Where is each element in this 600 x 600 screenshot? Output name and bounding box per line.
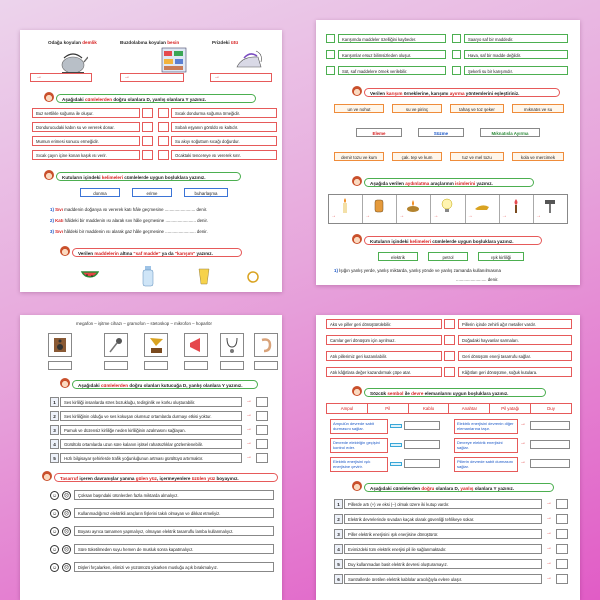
- arrow-icon: →: [546, 500, 552, 506]
- answer-box-row-2[interactable]: [556, 514, 568, 524]
- statement-row-4: Gürültülü ortamlarda uzun süre kalanın işitsel rahatsızlıklar gözlemlenebilir.: [60, 439, 242, 449]
- girl-mascot-icon: [44, 92, 54, 102]
- statement-right-3: Su akıyı soğuttum sıcağı doğurdur.: [171, 136, 277, 146]
- check-box[interactable]: [326, 50, 335, 59]
- instruction-banner-true-false: Aşağıdaki cümlelerden doğru olanlara D, yanlış olanlara Y yazınız.: [364, 483, 554, 492]
- pic-label-iron: Prizdeki ütü: [212, 40, 239, 45]
- microphone-picture: [104, 333, 128, 357]
- row-number: 6: [334, 574, 343, 584]
- girl-mascot-icon: [352, 234, 362, 244]
- answer-left-4[interactable]: [142, 150, 153, 160]
- bottle-icon: [140, 264, 156, 288]
- arrow-icon: →: [520, 421, 526, 427]
- statement-right-4: Ocaktaki tencereye ısı vererek sırır.: [171, 150, 277, 160]
- hearing-aid-picture: [254, 333, 278, 357]
- saving-row-2: Kullanmadığımız elektrikli araçların fişlerini takılı olmayan ve dikkat etmeliyiz.: [74, 508, 274, 518]
- circuit-desc-right-3: Pillerin devrede sabit durmasını sağlar.: [454, 457, 518, 472]
- arrow-icon: →: [124, 74, 130, 80]
- sentence-light-pollution: 1) İşığın yanlış yerde, yanlış miktarda, yanlış yönde ve yanlış zamanda kullanılmasına: [334, 268, 501, 273]
- row-number: 4: [334, 544, 343, 554]
- answer-box-row-5[interactable]: [256, 453, 268, 463]
- smiley-face-icon[interactable]: ☺: [51, 529, 58, 535]
- top-statement-4b: Kâğıtları geri dönüşüme, soğuk kutulara.: [458, 367, 572, 377]
- mixture-chip-7[interactable]: tuz ve mel tozu: [450, 152, 504, 161]
- row-number: 3: [334, 529, 343, 539]
- answer-box-row-5[interactable]: [556, 559, 568, 569]
- megaphone-icon: [187, 336, 205, 354]
- arrow-icon: →: [246, 454, 252, 460]
- check-box[interactable]: [326, 34, 335, 43]
- method-suzme[interactable]: Süzme: [418, 128, 464, 137]
- col-head-duy: Duy: [547, 406, 555, 411]
- answer-box-right-1[interactable]: [530, 421, 570, 430]
- top-statement-1b: Pillerin içinde zehirli ağır metaller vardır.: [458, 319, 572, 329]
- smiley-face-icon[interactable]: ☺: [51, 565, 58, 571]
- saving-row-5: Dişleri fırçalarken, elimizi ve yüzümüzü yıkarken musluğu açık bırakmalıyız.: [74, 562, 274, 572]
- row-number: 2: [334, 514, 343, 524]
- arrow-icon: →: [36, 74, 42, 80]
- answer-box-pic-5[interactable]: [220, 361, 244, 370]
- refrigerator-icon: [160, 46, 188, 74]
- statement-row-5: Hızlı bilgisayar şehirlerde trafik yoğunluğunun artması gürültüyü artırmaktır.: [60, 453, 242, 463]
- arrow-icon: →: [546, 530, 552, 536]
- word-chip-elektrik: elektrik: [378, 252, 418, 261]
- answer-box-right-3[interactable]: [530, 459, 570, 468]
- check-box[interactable]: [452, 66, 461, 75]
- pic-label-kettle: Odağa koyulan demlik: [48, 40, 97, 45]
- lighting-tools-strip: [328, 194, 568, 224]
- sentence-1: 1) Sıvı maddenin doğanya ısı vererek katı hâle geçmesine ......................... denir.: [50, 207, 208, 212]
- oil-lamp-icon: [404, 197, 422, 215]
- check-statement-left-3: Süt, saf maddelere örnek verilebilir.: [338, 66, 446, 75]
- girl-mascot-icon: [60, 378, 70, 388]
- col-head-anahtar: Anahtar: [449, 404, 490, 413]
- arrow-icon: →: [535, 213, 541, 219]
- statement-row-1: Ses kirliliği insanlarda stres bozukluğu, tedirginlik ve korku oluşturabilir.: [60, 397, 242, 407]
- arrow-icon: [390, 443, 402, 447]
- arrow-icon: →: [467, 213, 473, 219]
- arrow-icon: →: [246, 426, 252, 432]
- mixture-chip-3[interactable]: tahaş ve toz şeker: [450, 104, 504, 113]
- statement-row-3: Piller elektrik enerjisini ışık enerjisine dönüştürür.: [344, 529, 542, 539]
- juice-glass-icon: [196, 266, 212, 286]
- answer-box-left-2[interactable]: [404, 440, 440, 449]
- girl-mascot-icon: [60, 246, 70, 256]
- word-chip-buharlasma: buharlaşma: [184, 188, 228, 197]
- check-statement-right-2: Hava, saf bir madde değildir.: [464, 50, 568, 59]
- statement-right-2: Sobalı eşyanın görüldü ısı kaltıdır.: [171, 122, 277, 132]
- circuit-desc-right-2: Devreye elektrik enerjisini sağlar.: [454, 438, 518, 453]
- answer-box-left-3[interactable]: [404, 459, 440, 468]
- answer-box-row-3[interactable]: [556, 529, 568, 539]
- smiley-face-icon[interactable]: ☺: [51, 547, 58, 553]
- answer-box-pic-1[interactable]: [48, 361, 72, 370]
- girl-mascot-icon: [352, 386, 362, 396]
- row-number: 1: [334, 499, 343, 509]
- answer-box-left-1[interactable]: [404, 421, 440, 430]
- street-lamp-icon: [541, 197, 559, 215]
- instruction-banner-circuit: Sözcük sembol ile devre elemanlarını uygun boşluklara yazınız.: [364, 388, 546, 397]
- check-statement-left-2: Karışımlar ersuz bilimsizleden oluşur.: [338, 50, 446, 59]
- hearing-aid-icon: [257, 336, 275, 354]
- arrow-icon: →: [331, 213, 336, 219]
- answer-box[interactable]: [444, 367, 455, 377]
- answer-box[interactable]: [444, 319, 455, 329]
- arrow-icon: →: [246, 398, 252, 404]
- circuit-desc-left-2: Devrede elektriğin geçişini kontrol eder.: [330, 438, 388, 453]
- iron-icon: [234, 48, 264, 72]
- arrow-icon: →: [546, 560, 552, 566]
- answer-box-row-6[interactable]: [556, 574, 568, 584]
- top-statement-3a: Atık pillerimiz geri kazanılabilir.: [326, 351, 442, 361]
- statement-row-2: Elektrik devrelerinde sıvadan kaçak olarak güvenliği tehlikeye sokar.: [344, 514, 542, 524]
- answer-left-1[interactable]: [142, 108, 153, 118]
- sentence-3: 3) Sıvı hâldeki bir maddenin ısı alarak gaz hâle geçmesine ......................... denir.: [50, 229, 208, 234]
- circuit-desc-left-1: Ampulün devrede sabit durmasını sağlar.: [330, 419, 388, 434]
- saving-row-3: Boyası ayrıca tamamen yapmalıyız, olmayan elektrik tasarruflu lamba kullanmalıyız.: [74, 526, 274, 536]
- row-number: 5: [334, 559, 343, 569]
- answer-right-1[interactable]: [158, 108, 169, 118]
- torch-icon: [507, 197, 525, 215]
- circuit-desc-right-1: Elektrik enerjisini devrenin diğer elemanlarına taşır.: [454, 419, 518, 434]
- worksheet-top-left: [20, 30, 282, 292]
- top-statement-2b: Doğadaki hayvanlar sarmaları.: [458, 335, 572, 345]
- sound-word-list: megafon – işitme cihazı – gramofon – stetoskop – mikrofon – hoparlör: [76, 321, 212, 326]
- sad-face-icon[interactable]: ☹: [63, 511, 70, 517]
- col-head-pil-yatagi: Pil yatağı: [490, 404, 531, 413]
- answer-left-2[interactable]: [142, 122, 153, 132]
- arrow-icon: →: [520, 440, 526, 446]
- answer-box-row-4[interactable]: [256, 439, 268, 449]
- arrow-icon: →: [501, 213, 507, 219]
- answer-box-pic-2[interactable]: [104, 361, 128, 370]
- answer-left-3[interactable]: [142, 136, 153, 146]
- statement-left-2: Dondurucudaki kabın su ve vererek donar.: [32, 122, 140, 132]
- answer-box-row-2[interactable]: [256, 411, 268, 421]
- answer-box-row-3[interactable]: [256, 425, 268, 435]
- instruction-banner-lighting: Aşağıda verilen aydınlatma araçlarının isimlerini yazınız.: [364, 178, 534, 187]
- answer-box[interactable]: [444, 335, 455, 345]
- mixture-chip-2[interactable]: su ve pirinç: [392, 104, 442, 113]
- row-number: 4: [50, 439, 59, 449]
- statement-row-5: Duy kullanmadan basit elektrik devresi oluşturamayız.: [344, 559, 542, 569]
- mixture-chip-1[interactable]: un ve nohut: [334, 104, 384, 113]
- answer-box-pic-4[interactable]: [184, 361, 208, 370]
- answer-box-row-4[interactable]: [556, 544, 568, 554]
- pic-label-food: Buzdolabına koyulan besin: [120, 40, 180, 45]
- arrow-icon: →: [246, 440, 252, 446]
- answer-box-row-1[interactable]: [556, 499, 568, 509]
- top-statement-1a: Akü ve piller geri dönüştürülebilir.: [326, 319, 442, 329]
- check-statement-right-3: Şekerli su bir karışımdır.: [464, 66, 568, 75]
- answer-right-4[interactable]: [158, 150, 169, 160]
- row-number: 2: [50, 411, 59, 421]
- row-number: 3: [50, 425, 59, 435]
- mixture-chip-4[interactable]: mıknatıs ve su: [512, 104, 564, 113]
- statement-row-4: Evimizdeki tüm elektrik enerjisi pil ile sağlanmaktadır.: [344, 544, 542, 554]
- row-number: 5: [50, 453, 59, 463]
- gold-ring-icon: [246, 268, 260, 284]
- sentence-2: 2) Katı hâldeki bir maddenin ısı alarak sıvı hâle geçmesine ......................... denir.: [50, 218, 208, 223]
- top-statement-4a: Atık kâğıtlara değer kazandırmak çöpe atar.: [326, 367, 442, 377]
- statement-left-1: Buz sertlikle soğuma ile oluşur.: [32, 108, 140, 118]
- instruction-banner-fill-blanks-2: Kutuların içindeki kelimeleri cümlelerde uygun boşluklara yazınız.: [364, 236, 542, 245]
- col-head-ampul: Ampul: [327, 404, 368, 413]
- smiley-face-icon[interactable]: ☺: [51, 493, 58, 499]
- word-chip-isik-kirliligi: ışık kirliliği: [478, 252, 524, 261]
- answer-right-2[interactable]: [158, 122, 169, 132]
- gramophone-icon: [147, 336, 165, 354]
- girl-mascot-icon: [352, 481, 362, 491]
- girl-mascot-icon: [42, 471, 52, 481]
- word-chip-erime: erime: [132, 188, 172, 197]
- worksheet-bottom-right: [316, 315, 580, 600]
- gramophone-picture: [144, 333, 168, 357]
- mixture-chip-8[interactable]: kola ve mercimek: [512, 152, 564, 161]
- sentence-light-pollution-tail: ......................... denir.: [456, 277, 499, 282]
- worksheet-top-right: [316, 20, 580, 285]
- arrow-icon: →: [433, 213, 439, 219]
- saving-row-1: Çoksan başındaki ürünlerden fazla miktarda almalıyız.: [74, 490, 274, 500]
- word-chip-donma: donma: [80, 188, 120, 197]
- instruction-banner-matching: Verilen karışım örneklerine, karışımı ayırma yöntemlerini eşleştiriniz.: [364, 88, 560, 97]
- instruction-banner-true-false: Aşağıdaki cümlelerden doğru olanları kutucuğa D, yanlış olanlara Y yazınız.: [72, 380, 258, 389]
- smiley-face-icon[interactable]: ☺: [51, 511, 58, 517]
- candle-icon: [336, 197, 354, 215]
- stethoscope-picture: [220, 333, 244, 357]
- arrow-icon: →: [399, 213, 405, 219]
- arrow-icon: →: [520, 459, 526, 465]
- sad-face-icon[interactable]: ☹: [63, 529, 70, 535]
- instruction-banner-saving: Tasarruf içeren davranışlar yanına gülen yüz, içermeyenlere üzülen yüz boyayınız.: [54, 473, 278, 482]
- arrow-icon: →: [214, 74, 220, 80]
- girl-mascot-icon: [352, 86, 362, 96]
- worksheet-bottom-left: [20, 315, 282, 600]
- statement-row-6: Santrallerde üretilen elektrik kablolar aracılığıyla evlere ulaşır.: [344, 574, 542, 584]
- statement-row-2: Ses kirliliğinin olduğu ve ses kokuşan olumsuz ortamlarda durmayı etkisi yoktur.: [60, 411, 242, 421]
- arrow-icon: →: [546, 575, 552, 581]
- statement-left-4: Sıcak çayın içine konan kaşık ısı verir.: [32, 150, 140, 160]
- answer-box-right-2[interactable]: [530, 440, 570, 449]
- check-box[interactable]: [452, 50, 461, 59]
- col-head-kablo: Kablo: [409, 404, 450, 413]
- stethoscope-icon: [223, 336, 241, 354]
- statement-row-3: Pamuk ve düzensiz kirliliğe neden kirliliğinin azalmasını sağlayan.: [60, 425, 242, 435]
- check-statement-left-1: Karışımda maddeler özelliğini kaybeder.: [338, 34, 446, 43]
- mixture-chip-5[interactable]: demir tozu ve kum: [334, 152, 384, 161]
- mixture-chip-6[interactable]: çak. tep ve kum: [392, 152, 442, 161]
- statement-row-1: Pillerde artı (+) ve eksi (–) olmak üzere iki kutup vardır.: [344, 499, 542, 509]
- col-head-pil: Pil: [368, 404, 409, 413]
- answer-box-pic-3[interactable]: [144, 361, 168, 370]
- speaker-icon: [51, 336, 69, 354]
- instruction-banner-true-false: Aşağıdaki cümlelerden doğru olanlara D, yanlış olanlara Y yazınız.: [56, 94, 256, 103]
- word-chip-petrol: petrol: [428, 252, 468, 261]
- check-box[interactable]: [326, 66, 335, 75]
- sad-face-icon[interactable]: ☹: [63, 547, 70, 553]
- arrow-icon: →: [365, 213, 371, 219]
- light-bulb-icon: [438, 197, 456, 215]
- check-statement-right-1: Saaryo saf bir maddedir.: [464, 34, 568, 43]
- top-statement-2a: Camlar geri dönüşüm için ayrılmaz.: [326, 335, 442, 345]
- sad-face-icon[interactable]: ☹: [63, 565, 70, 571]
- statement-right-1: Sıcak dondurma soğuma örneğidir.: [171, 108, 277, 118]
- sad-face-icon[interactable]: ☹: [63, 493, 70, 499]
- magic-lamp-icon: [473, 197, 491, 215]
- method-eleme[interactable]: Eleme: [356, 128, 402, 137]
- speaker-picture: [48, 333, 72, 357]
- arrow-icon: →: [546, 545, 552, 551]
- microphone-icon: [107, 336, 125, 354]
- watermelon-icon: [80, 266, 100, 286]
- instruction-banner-fill-blanks: Kutuların içindeki kelimeleri cümlelerde uygun boşluklara yazınız.: [56, 172, 241, 181]
- row-number: 1: [50, 397, 59, 407]
- girl-mascot-icon: [352, 176, 362, 186]
- girl-mascot-icon: [44, 170, 54, 180]
- instruction-banner-substance: Verilen maddelerin altına "saf madde" ya da "karışım" yazınız.: [72, 248, 242, 257]
- answer-box-row-1[interactable]: [256, 397, 268, 407]
- arrow-icon: [390, 462, 402, 466]
- arrow-icon: [390, 424, 402, 428]
- check-box[interactable]: [452, 34, 461, 43]
- answer-box-pic-6[interactable]: [254, 361, 278, 370]
- saving-row-4: Süre tüketilmeden suyu hemen de musluk sonra kapatmalıyız.: [74, 544, 274, 554]
- answer-box[interactable]: [444, 351, 455, 361]
- lantern-icon: [370, 197, 388, 215]
- top-statement-3b: Geri dönüşüm enerji tasarrufu sağlar.: [458, 351, 572, 361]
- arrow-icon: →: [246, 412, 252, 418]
- megaphone-picture: [184, 333, 208, 357]
- circuit-desc-left-3: Elektrik enerjisini ışık enerjisine çevirir.: [330, 457, 388, 472]
- statement-left-3: Mumun erimesi sonucu ermeğidir.: [32, 136, 140, 146]
- circuit-elements-header: [326, 403, 572, 414]
- kettle-icon: [58, 48, 88, 74]
- answer-right-3[interactable]: [158, 136, 169, 146]
- method-miknatis[interactable]: Mıknatısla Ayırma: [480, 128, 540, 137]
- arrow-icon: →: [546, 515, 552, 521]
